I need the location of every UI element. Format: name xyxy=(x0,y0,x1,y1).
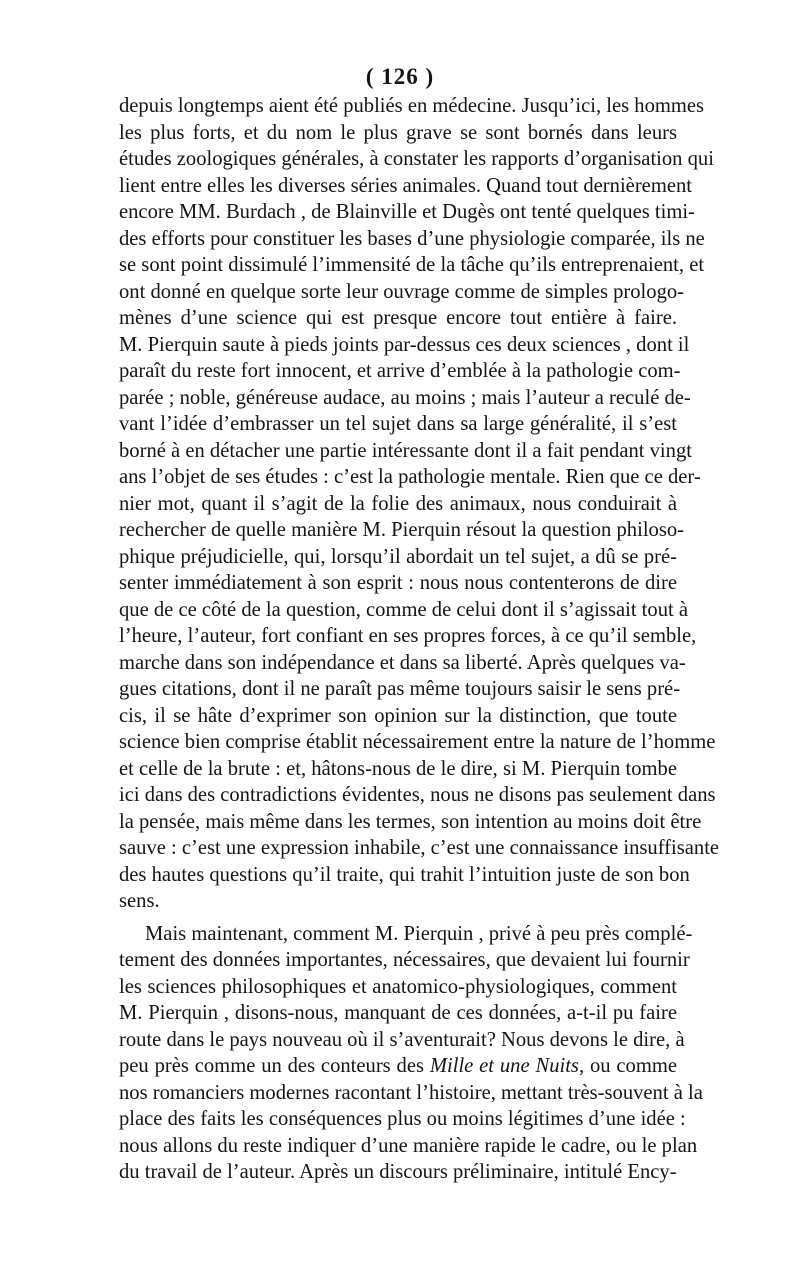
text-line xyxy=(119,835,720,862)
text-line xyxy=(119,438,692,465)
text-line xyxy=(119,544,677,571)
text-line xyxy=(119,862,690,889)
text-line xyxy=(119,974,677,1001)
text-segment: sauve : c’est une expression inhabile, c’est une connaissance insuffisante xyxy=(119,837,720,859)
text-segment: ans l’objet de ses études : c’est la pathologie mentale. Rien que ce der- xyxy=(119,466,701,488)
text-line xyxy=(119,332,690,359)
text-line xyxy=(119,676,681,703)
text-segment: nous allons du reste indiquer d’une manière rapide le cadre, ou le plan xyxy=(119,1134,698,1157)
text-line xyxy=(119,623,697,650)
paragraph xyxy=(119,93,720,915)
text-line xyxy=(119,491,677,518)
text-segment: rechercher de quelle manière M. Pierquin résout la question philoso- xyxy=(119,519,685,541)
page-number: ( 126 ) xyxy=(365,64,435,89)
text-line xyxy=(119,1106,686,1133)
text-line xyxy=(119,226,705,253)
text-segment: M. Pierquin saute à pieds joints par-dessus ces deux sciences , dont il xyxy=(119,333,690,356)
text-segment: les plus forts, et du nom le plus grave se sont bornés dans leurs xyxy=(119,121,677,144)
text-line xyxy=(119,703,677,730)
text-segment: des hautes questions qu’il traite, qui trahit l’intuition juste de son bon xyxy=(119,863,690,886)
text-line xyxy=(119,517,685,544)
text-line xyxy=(119,809,702,836)
text-segment: place des faits les conséquences plus ou moins légitimes d’une idée : xyxy=(119,1108,686,1130)
text-segment: gues citations, dont il ne paraît pas même toujours saisir le sens pré- xyxy=(119,678,681,700)
text-line xyxy=(119,1053,677,1080)
text-line xyxy=(119,921,693,948)
text-line xyxy=(119,199,695,226)
text-segment: les sciences philosophiques et anatomico-physiologiques, comment xyxy=(119,975,677,998)
text-line xyxy=(119,1080,703,1107)
text-segment: peu près comme un des conteurs des xyxy=(119,1055,430,1077)
text-line xyxy=(119,888,677,915)
text-segment: cis, il se hâte d’exprimer son opinion sur la distinction, que toute xyxy=(119,704,677,727)
text-segment: des efforts pour constituer les bases d’une physiologie comparée, ils ne xyxy=(119,227,705,250)
text-line xyxy=(119,252,705,279)
text-segment: la pensée, mais même dans les termes, son intention au moins doit être xyxy=(119,810,702,833)
text-line xyxy=(119,597,689,624)
text-line xyxy=(119,146,714,173)
text-segment: phique préjudicielle, qui, lorsqu’il abordait un tel sujet, a dû se pré- xyxy=(119,545,677,568)
text-line xyxy=(119,464,701,491)
italic-title: Mille et une Nuits xyxy=(429,1055,579,1077)
text-line xyxy=(119,305,677,332)
text-segment: paraît du reste fort innocent, et arrive d’emblée à la pathologie com- xyxy=(119,360,681,382)
text-segment: lient entre elles les diverses séries animales. Quand tout dernièrement xyxy=(119,174,692,197)
text-segment: ont donné en quelque sorte leur ouvrage comme de simples prologo- xyxy=(119,280,685,303)
body-text xyxy=(119,93,720,1186)
text-line xyxy=(119,1159,677,1186)
text-segment: depuis longtemps aient été publiés en médecine. Jusqu’ici, les hommes xyxy=(119,95,705,117)
text-line xyxy=(119,411,677,438)
text-line xyxy=(119,173,692,200)
paragraph xyxy=(119,921,703,1186)
text-segment: Mais maintenant, comment M. Pierquin , privé à peu près complé- xyxy=(145,922,693,945)
text-line xyxy=(119,1027,685,1054)
text-line xyxy=(119,650,686,677)
text-line xyxy=(119,570,677,597)
text-line xyxy=(119,756,677,783)
text-segment: senter immédiatement à son esprit : nous nous contenterons de dire xyxy=(119,572,677,594)
text-segment: encore MM. Burdach , de Blainville et Dugès ont tenté quelques timi- xyxy=(119,201,695,223)
text-segment: borné à en détacher une partie intéressante dont il a fait pendant vingt xyxy=(119,439,692,462)
text-line xyxy=(119,782,716,809)
text-segment: science bien comprise établit nécessairement entre la nature de l’homme xyxy=(119,731,716,753)
text-line xyxy=(119,385,691,412)
text-segment: l’heure, l’auteur, fort confiant en ses propres forces, à ce qu’il semble, xyxy=(119,625,697,647)
text-segment: du travail de l’auteur. Après un discours préliminaire, intitulé Ency- xyxy=(119,1161,677,1183)
text-segment: ici dans des contradictions évidentes, nous ne disons pas seulement dans xyxy=(119,784,716,806)
text-line xyxy=(119,120,677,147)
text-segment: nier mot, quant il s’agit de la folie des animaux, nous conduirait à xyxy=(119,492,677,515)
text-line xyxy=(119,1133,698,1160)
text-segment: sens. xyxy=(119,890,160,912)
text-line xyxy=(119,358,681,385)
text-line xyxy=(119,1000,677,1027)
text-segment: que de ce côté de la question, comme de celui dont il s’agissait tout à xyxy=(119,598,689,621)
text-segment: route dans le pays nouveau où il s’aventurait? Nous devons le dire, à xyxy=(119,1028,685,1051)
text-line xyxy=(119,947,690,974)
text-segment: vant l’idée d’embrasser un tel sujet dans sa large généralité, il s’est xyxy=(119,413,677,435)
text-segment: M. Pierquin , disons-nous, manquant de ces données, a-t-il pu faire xyxy=(119,1002,677,1024)
text-segment: mènes d’une science qui est presque encore tout entière à faire. xyxy=(119,307,677,329)
text-segment: études zoologiques générales, à constater les rapports d’organisation qui xyxy=(119,148,714,170)
text-segment: , ou comme xyxy=(578,1055,678,1077)
text-segment: tement des données importantes, nécessaires, que devaient lui fournir xyxy=(119,949,690,971)
text-segment: et celle de la brute : et, hâtons-nous de le dire, si M. Pierquin tombe xyxy=(119,757,677,780)
text-segment: nos romanciers modernes racontant l’histoire, mettant très-souvent à la xyxy=(119,1081,703,1104)
text-line xyxy=(119,729,716,756)
text-segment: marche dans son indépendance et dans sa liberté. Après quelques va- xyxy=(119,651,686,674)
text-line xyxy=(119,279,685,306)
text-line xyxy=(119,93,705,120)
text-segment: se sont point dissimulé l’immensité de la tâche qu’ils entreprenaient, et xyxy=(119,254,705,276)
text-segment: parée ; noble, généreuse audace, au moins ; mais l’auteur a reculé de- xyxy=(119,386,691,409)
